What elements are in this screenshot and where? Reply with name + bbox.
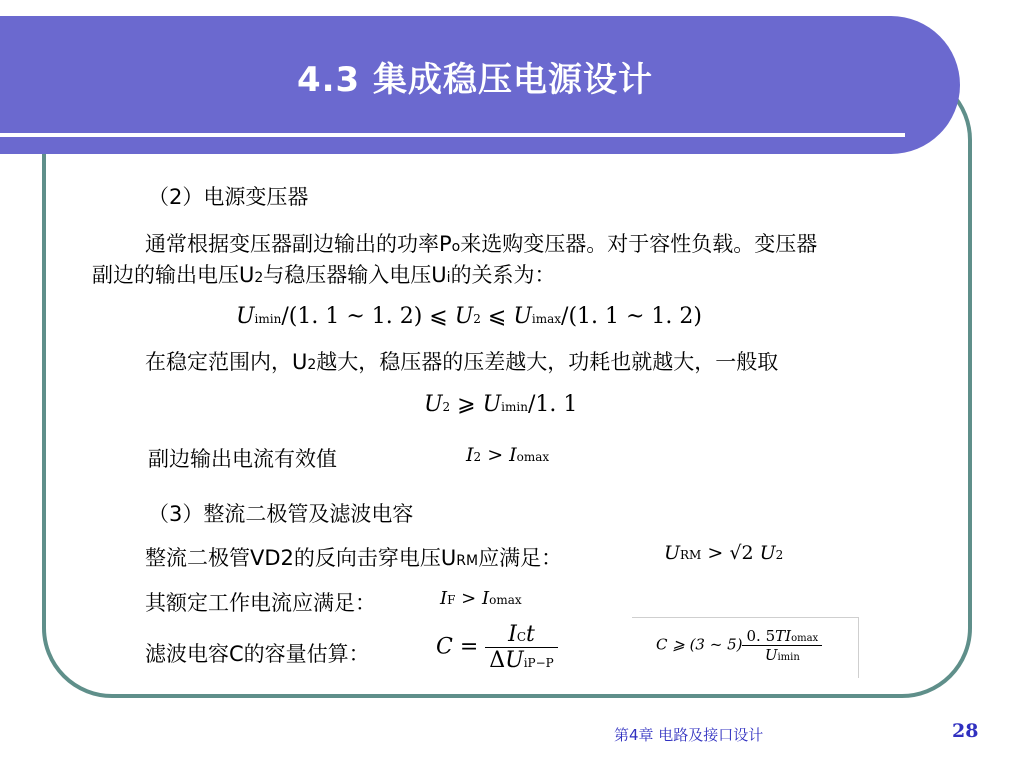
paragraph1-line1: 通常根据变压器副边输出的功率Po来选购变压器。对于容性负载。变压器 (145, 232, 818, 256)
formula-c-range: C ⩾ (3 ~ 5) $\frac{\text{0. 5TIomax}}{Uimin}$ (656, 627, 822, 664)
formula-i2: I2 > Iomax (466, 444, 550, 466)
footer-chapter: 第4章 电路及接口设计 (614, 726, 764, 744)
section3-heading: （3）整流二极管及滤波电容 (148, 502, 414, 526)
paragraph2: 在稳定范围内，U2越大，稳压器的压差越大，功耗也就越大，一般取 (145, 350, 779, 374)
formula-u2-range: Uimin/(1. 1 ~ 1. 2) ⩽ U2 ⩽ Uimax/(1. 1 ~ 1. 2) (236, 304, 702, 329)
section2-heading: （2）电源变压器 (148, 185, 309, 209)
title-underline (0, 133, 905, 137)
formula-if: IF > Iomax (440, 588, 522, 609)
formula-urm: URM > √2 U2 (664, 542, 784, 564)
page-number: 28 (952, 720, 979, 742)
paragraph6-label: 滤波电容C的容量估算： (145, 642, 370, 666)
paragraph5-label: 其额定工作电流应满足： (145, 591, 376, 615)
paragraph1-line2: 副边的输出电压U2与稳压器输入电压Ui的关系为： (92, 263, 556, 287)
formula-c-estimate: C = $\frac{\text{ICt}}{\text{ΔUiP−P}}$ (436, 622, 558, 673)
slide-title: 4.3 集成稳压电源设计 (296, 60, 654, 100)
paragraph4: 整流二极管VD2的反向击穿电压URM应满足： (145, 546, 563, 570)
formula-u2-min: U2 ⩾ Uimin/1. 1 (424, 392, 578, 417)
paragraph3-label: 副边输出电流有效值 (148, 447, 337, 471)
